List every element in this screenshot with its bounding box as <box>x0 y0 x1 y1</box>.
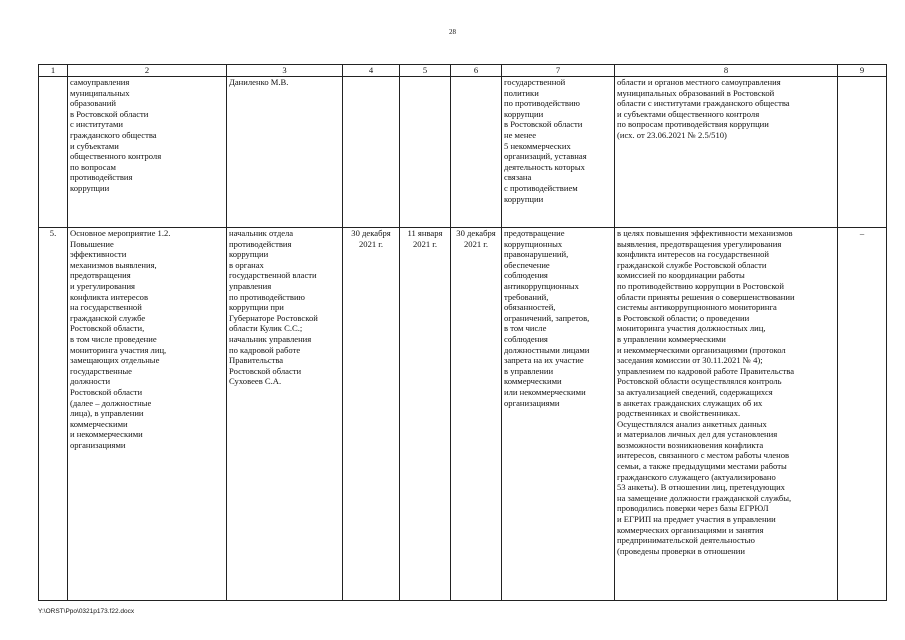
header-cell: 1 <box>39 65 68 77</box>
planned-end-date-cell <box>343 77 400 228</box>
header-cell: 7 <box>502 65 615 77</box>
notes-cell <box>838 77 887 228</box>
responsible-cell: Даниленко М.В. <box>227 77 343 228</box>
actual-start-date-cell: 11 января 2021 г. <box>400 228 451 601</box>
actual-start-date-cell <box>400 77 451 228</box>
actual-end-date-cell <box>451 77 502 228</box>
page-number: 28 <box>449 28 456 36</box>
header-cell: 9 <box>838 65 887 77</box>
planned-end-date-cell: 30 декабря 2021 г. <box>343 228 400 601</box>
table-row <box>39 77 887 228</box>
header-cell: 2 <box>68 65 227 77</box>
actual-result-cell: в целях повышения эффективности механизмов выявления, предотвращения урегулирования конфликта интересов на государственной гражданской службе Ростовской области комиссией по координации работы по противодействию коррупции в Ростовской области приняты решения о совершенствовании системы антикоррупционного мониторинга в Ростовской области; о проведении мониторинга участия должностных лиц, в управлении коммерческими и некоммерческими организациями (протокол заседания комиссии от 30.11.2021 № 4); управлением по кадровой работе Правительства Ростовской области осуществлялся контроль за актуализацией сведений, содержащихся в анкетах гражданских служащих об их родственниках и свойственниках. Осуществлялся анализ анкетных данных и материалов личных дел для установления возможности возникновения конфликта интересов, связанного с местом работы членов семьи, а также предыдущими местами работы гражданского служащего (актуализировано 53 анкеты). В отношении лиц, претендующих на замещение должности гражданской службы, проводились поверки через базы ЕГРЮЛ и ЕГРИП на предмет участия в управлении коммерческих организациями и занятия предпринимательской деятельностью (проведены проверки в отношении <box>615 228 838 601</box>
notes-cell: – <box>838 228 887 601</box>
footer-file-path: Y:\ORST\Ppo\0321p173.f22.docx <box>38 608 135 615</box>
expected-result-cell: предотвращение коррупционных правонарушений, обеспечение соблюдения антикоррупционных требований, обязанностей, ограничений, запретов, в том числе соблюдения должностными лицами запрета на их участие в управлении коммерческими или некоммерческими организациями <box>502 228 615 601</box>
table-row <box>39 228 887 601</box>
row-number-cell: 5. <box>39 228 68 601</box>
expected-result-cell: государственной политики по противодействию коррупции в Ростовской области не менее 5 некоммерческих организаций, уставная деятельность которых связана с противодействием коррупции <box>502 77 615 228</box>
activity-cell: самоуправления муниципальных образований в Ростовской области с институтами гражданского общества и субъектами общественного контроля по вопросам противодействия коррупции <box>68 77 227 228</box>
row-number-cell <box>39 77 68 228</box>
actual-result-cell: области и органов местного самоуправления муниципальных образований в Ростовской области с институтами гражданского общества и субъектами общественного контроля по вопросам противодействия коррупции (исх. от 23.06.2021 № 2.5/510) <box>615 77 838 228</box>
actual-end-date-cell: 30 декабря 2021 г. <box>451 228 502 601</box>
header-cell: 4 <box>343 65 400 77</box>
header-cell: 8 <box>615 65 838 77</box>
report-table <box>38 64 887 601</box>
responsible-cell: начальник отдела противодействия коррупции в органах государственной власти управления по противодействию коррупции при Губернаторе Ростовской области Кулик С.С.; начальник управления по кадровой работе Правительства Ростовской области Суховеев С.А. <box>227 228 343 601</box>
activity-cell: Основное мероприятие 1.2. Повышение эффективности механизмов выявления, предотвращения и урегулирования конфликта интересов на государственной гражданской службе Ростовской области, в том числе проведение мониторинга участия лиц, замещающих отдельные государственные должности Ростовской области (далее – должностные лица), в управлении коммерческими и некоммерческими организациями <box>68 228 227 601</box>
header-cell: 6 <box>451 65 502 77</box>
header-cell: 5 <box>400 65 451 77</box>
table-header-row <box>39 65 887 77</box>
header-cell: 3 <box>227 65 343 77</box>
